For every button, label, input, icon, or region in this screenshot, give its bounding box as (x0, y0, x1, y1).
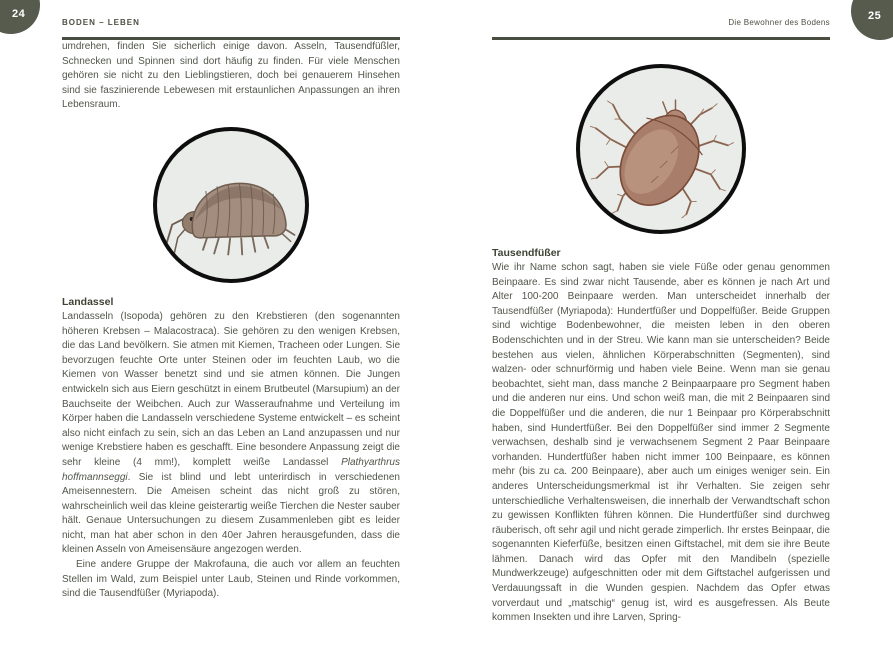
section-heading-landassel: Landassel (62, 295, 114, 308)
mite-figure (576, 64, 746, 234)
woodlouse-illustration (161, 135, 301, 275)
landassel-paragraph (62, 310, 400, 558)
running-head-right: Die Bewohner des Bodens (728, 18, 830, 27)
mite-illustration (584, 72, 738, 226)
section-heading-tausendfuesser: Tausendfüßer (492, 247, 561, 259)
page-number-badge-left (0, 0, 40, 34)
woodlouse-figure (153, 127, 309, 283)
running-head-left: BODEN – LEBEN (62, 18, 140, 27)
species-name-italic: Plathyarthrus hoffmannseggi (62, 456, 400, 483)
right-page-body (492, 40, 830, 626)
landassel-text-2: . Sie ist blind und lebt unterirdisch in verschiedenen Ameisennestern. Die Ameisen scheint das nicht groß zu stören, wahrscheinlich weil das kleine geisterartig weiße Tierchen die Nester sauber hält. Genaue Untersuchungen zu diesem Zusammenleben gibt es leider nicht, man hat aber schon in den 40er Jahren herausgefunden, dass die kleinen Asseln von Ameisensäure angezogen werden. (62, 471, 400, 556)
tausendfuesser-paragraph: Wie ihr Name schon sagt, haben sie viele Füße oder genau genommen Beinpaare. Es sind zwar nicht Tausende, aber es können je nach Art und Alter 100-200 Beinpaare werden. Man unterscheidet innerhalb der Tausendfüßer (Myriapoda): Hundertfüßer und Doppelfüßer. Beide Gruppen sind wichtige Bodenbewohner, die meisten leben in den oberen Bodenschichten und in der Streu. Wie kann man sie unterscheiden? Beide bestehen aus vielen, ähnlichen Körperabschnitten (Segmenten), sind walzen- oder schnurförmig und haben viele Beine. Wenn man sie genau beobachtet, sieht man, dass manche 2 Beinpaarpaare pro Segment haben und die anderen nur eins. Und schon weiß man, die mit 2 Beinpaaren sind die Doppelfüßer und die anderen, die nur 1 Beinpaar pro Körperabschnitt haben, sind Hundertfüßer. Bei den Doppelfüßer sind immer 2 Segmente verwachsen, deshalb sind je verwachsenem Segment 2 Paar Beinpaare vorhanden. Hundertfüßer haben nicht immer 100 Beinpaare, es können mehr (bis zu ca. 200 Beinpaare), aber auch um einiges weniger sein. Ein anderes Unterscheidungsmerkmal ist ihr Verhalten. Sie zeigen sehr unterschiedliche Verhaltensweisen, die innerhalb der Verwandtschaft schon zu gewissen Konflikten führen können. Die Hundertfüßer sind durchweg räuberisch, oft sehr agil und nicht gerade zimperlich. Ihr erstes Beinpaar, die sogenannten Kieferfüße, besitzen einen Giftstachel, mit dem sie ihre Beute lähmen. Danach wird das Opfer mit den Mandibeln (spezielle Mundwerkzeuge) aufgeschnitten oder mit dem Giftstachel aufgerissen und Verdauungssaft in die Wunden gespien. Nachdem das Opfer etwas vorverdaut und „matschig“ genug ist, wird es ausgefressen. Als Beute kommen Insekten und ihre Larven, Spring- (492, 262, 830, 624)
page-number: 24 (12, 8, 26, 20)
page-number: 25 (868, 10, 882, 22)
page-number-badge-right (851, 0, 893, 40)
intro-paragraph: umdrehen, finden Sie sicherlich einige davon. Asseln, Tausendfüßler, Schnecken und Spinnen sind dort häufig zu finden. Für viele Menschen gehören sie nicht zu den Lieblingstieren, doch bei genauerem Hinsehen sind sie faszinierende Lebewesen mit erstaunlichen Anpassungen an ihren Lebensraum. (62, 41, 400, 111)
landassel-text-1: Landasseln (Isopoda) gehören zu den Krebstieren (den sogenannten höheren Krebsen – Malacostraca). Sie gehören zu den wenigen Krebsen, die das Land bevölkern. Sie atmen mit Kiemen, Tracheen oder Lungen. Sie bevorzugen feuchte Orte unter Steinen oder im feuchten Laub, wo die Kiemen von Wasser benetzt sind und sie atmen können. Die Jungen entwickeln sich aus Eiern geschützt in einem Brutbeutel (Marsupium) an der Bauchseite der Weibchen. Auch zur Wasseraufnahme und Verteilung im Körper haben die Landasseln verschiedene Systeme entwickelt – es scheint also nicht einfach zu sein, sich an das Leben an Land anzupassen und nur wenige Krebstiere haben es geschafft. Eine besondere Anpassung zeigt die sehr kleine (4 mm!), komplett weiße Landassel (62, 310, 400, 468)
left-page-body (62, 40, 400, 602)
landassel-paragraph-2: Eine andere Gruppe der Makrofauna, die auch vor allem an feuchten Stellen im Wald, zum Beispiel unter Laub, Steinen und Rinde vorkommen, sind die Tausendfüßer (Myriapoda). (62, 559, 400, 600)
